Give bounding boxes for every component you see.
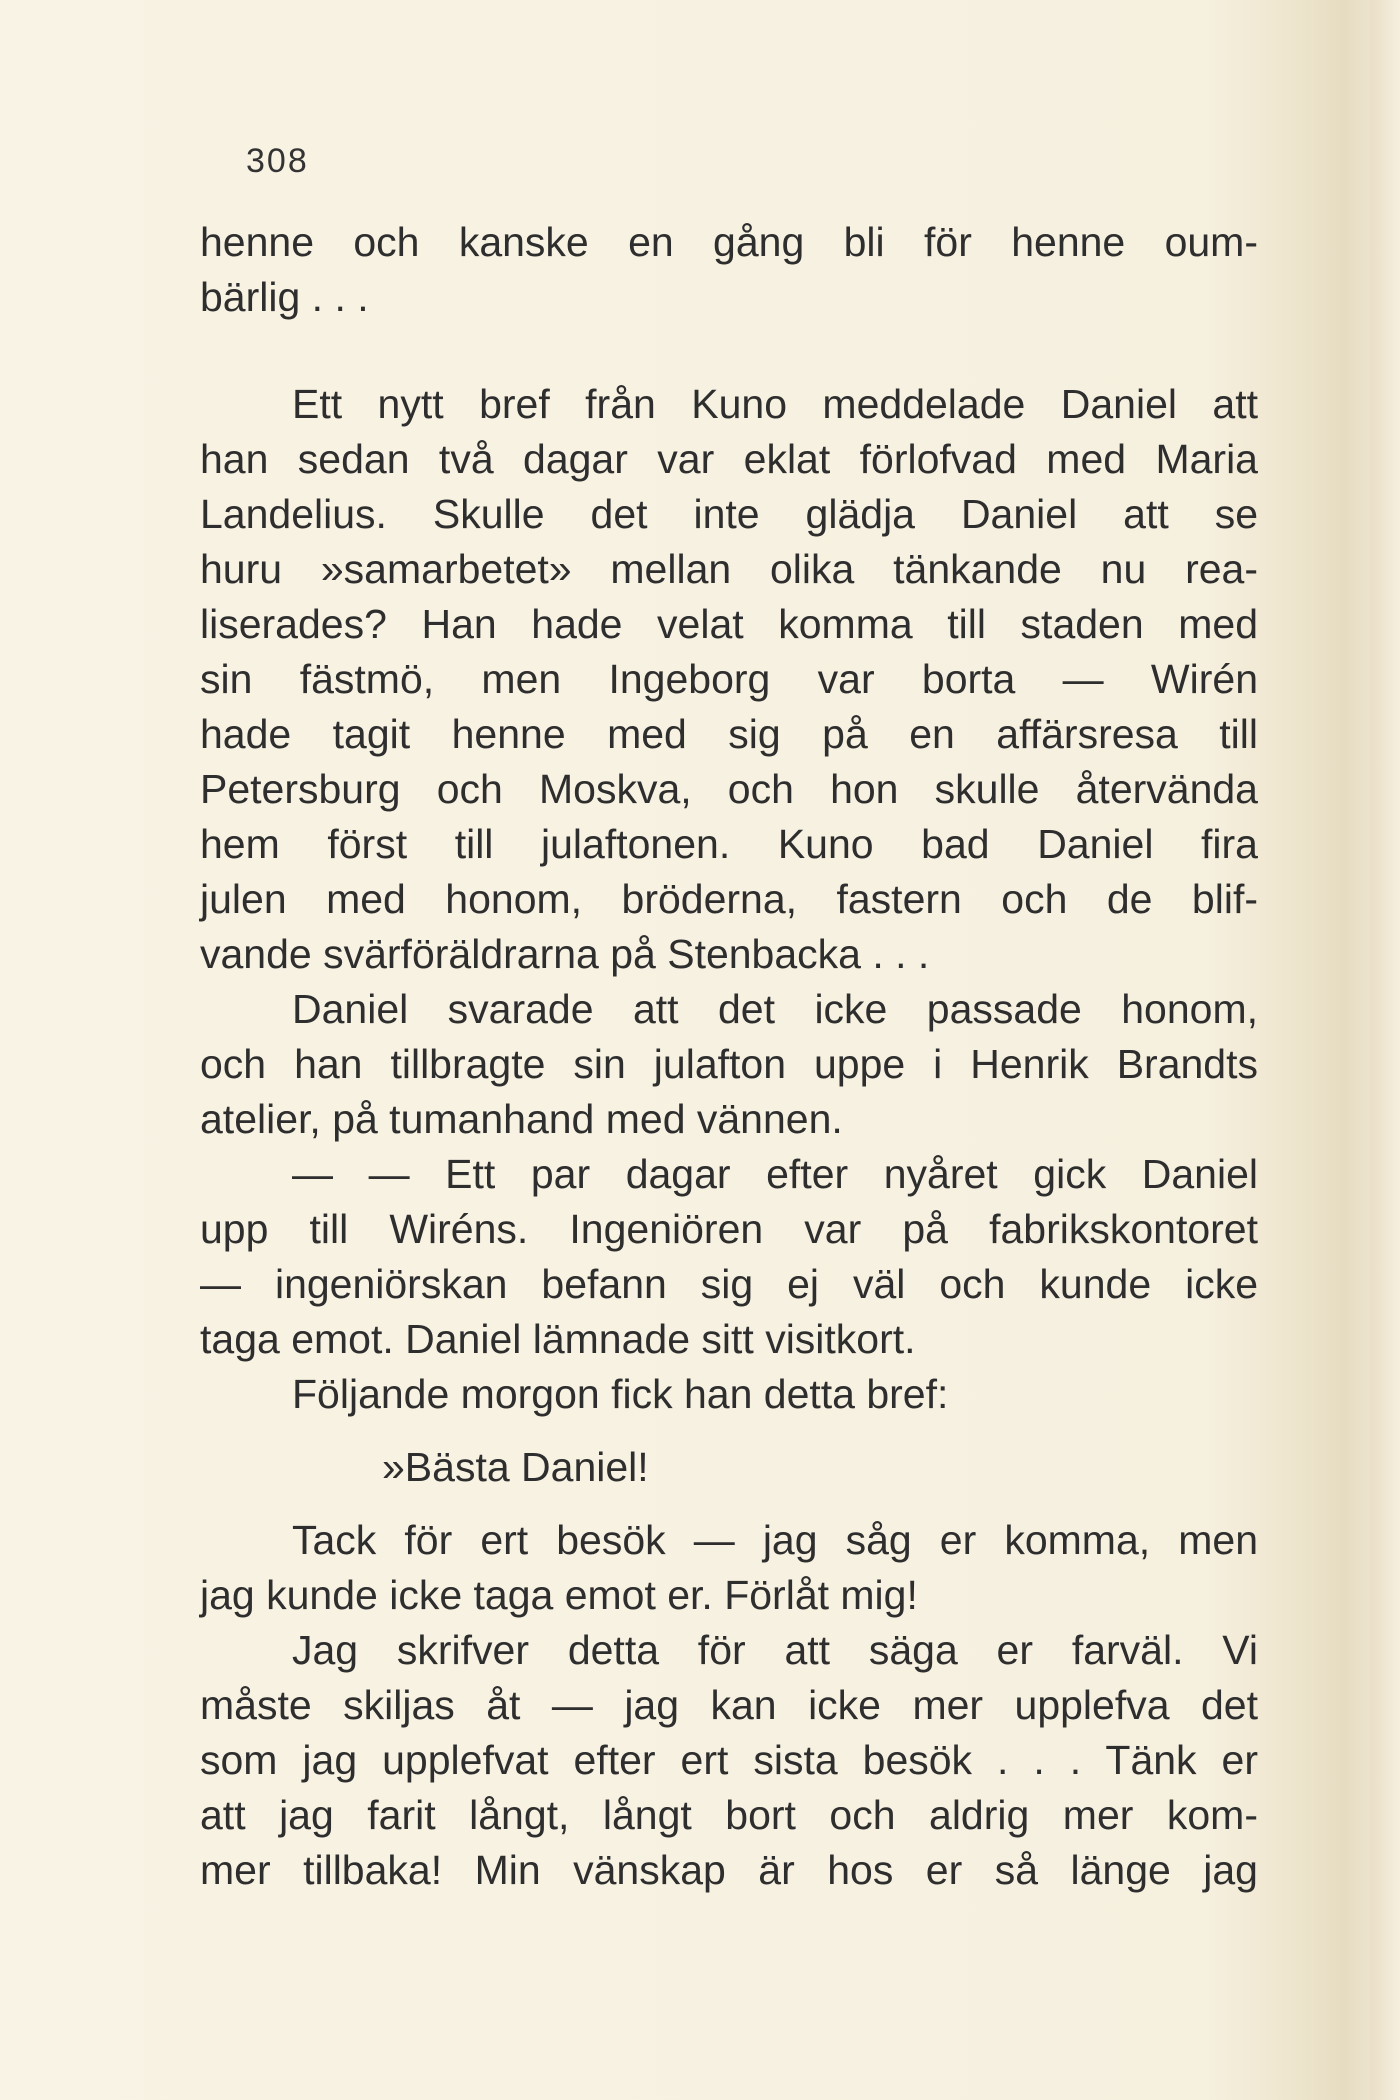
text-line: måste skiljas åt — jag kan icke mer upplefva det xyxy=(200,1682,1258,1728)
text-line: mer tillbaka! Min vänskap är hos er så länge jag xyxy=(200,1847,1258,1893)
paragraph-gap xyxy=(200,1495,1258,1513)
text-line: att jag farit långt, långt bort och aldrig mer kom- xyxy=(200,1792,1258,1838)
text-line: taga emot. Daniel lämnade sitt visitkort. xyxy=(200,1316,916,1362)
paragraph-gap xyxy=(200,1422,1258,1440)
text-line: liserades? Han hade velat komma till staden med xyxy=(200,601,1258,647)
text-line: Petersburg och Moskva, och hon skulle återvända xyxy=(200,766,1258,812)
text-line: »Bästa Daniel! xyxy=(382,1444,649,1490)
text-line: Daniel svarade att det icke passade honom, xyxy=(292,986,1258,1032)
text-line: jag kunde icke taga emot er. Förlåt mig! xyxy=(200,1572,918,1618)
text-line: atelier, på tumanhand med vännen. xyxy=(200,1096,843,1142)
text-line: som jag upplefvat efter ert sista besök . . . Tänk er xyxy=(200,1737,1258,1783)
text-line: Landelius. Skulle det inte glädja Daniel att se xyxy=(200,491,1258,537)
paragraph-gap xyxy=(200,325,1258,377)
text-line: hade tagit henne med sig på en affärsresa till xyxy=(200,711,1258,757)
text-line: hem först till julaftonen. Kuno bad Daniel fira xyxy=(200,821,1258,867)
text-line: Tack för ert besök — jag såg er komma, men xyxy=(292,1517,1258,1563)
text-line: — ingeniörskan befann sig ej väl och kunde icke xyxy=(200,1261,1258,1307)
text-line: julen med honom, bröderna, fastern och de blif- xyxy=(200,876,1258,922)
text-line: huru »samarbetet» mellan olika tänkande nu rea- xyxy=(200,546,1258,592)
body-text xyxy=(200,215,1258,1898)
text-line: sin fästmö, men Ingeborg var borta — Wirén xyxy=(200,656,1258,702)
text-line: upp till Wiréns. Ingeniören var på fabrikskontoret xyxy=(200,1206,1258,1252)
text-line: — — Ett par dagar efter nyåret gick Daniel xyxy=(292,1151,1258,1197)
text-line: vande svärföräldrarna på Stenbacka . . . xyxy=(200,931,930,977)
text-line: henne och kanske en gång bli för henne oum- xyxy=(200,219,1258,265)
page-number: 308 xyxy=(246,142,309,180)
text-line: han sedan två dagar var eklat förlofvad med Maria xyxy=(200,436,1258,482)
text-line: Jag skrifver detta för att säga er farväl. Vi xyxy=(292,1627,1258,1673)
text-line: Följande morgon fick han detta bref: xyxy=(292,1371,949,1417)
text-line: Ett nytt bref från Kuno meddelade Daniel att xyxy=(292,381,1258,427)
page-edge-shadow xyxy=(1370,0,1400,2100)
text-line: bärlig . . . xyxy=(200,274,369,320)
text-line: och han tillbragte sin julafton uppe i Henrik Brandts xyxy=(200,1041,1258,1087)
